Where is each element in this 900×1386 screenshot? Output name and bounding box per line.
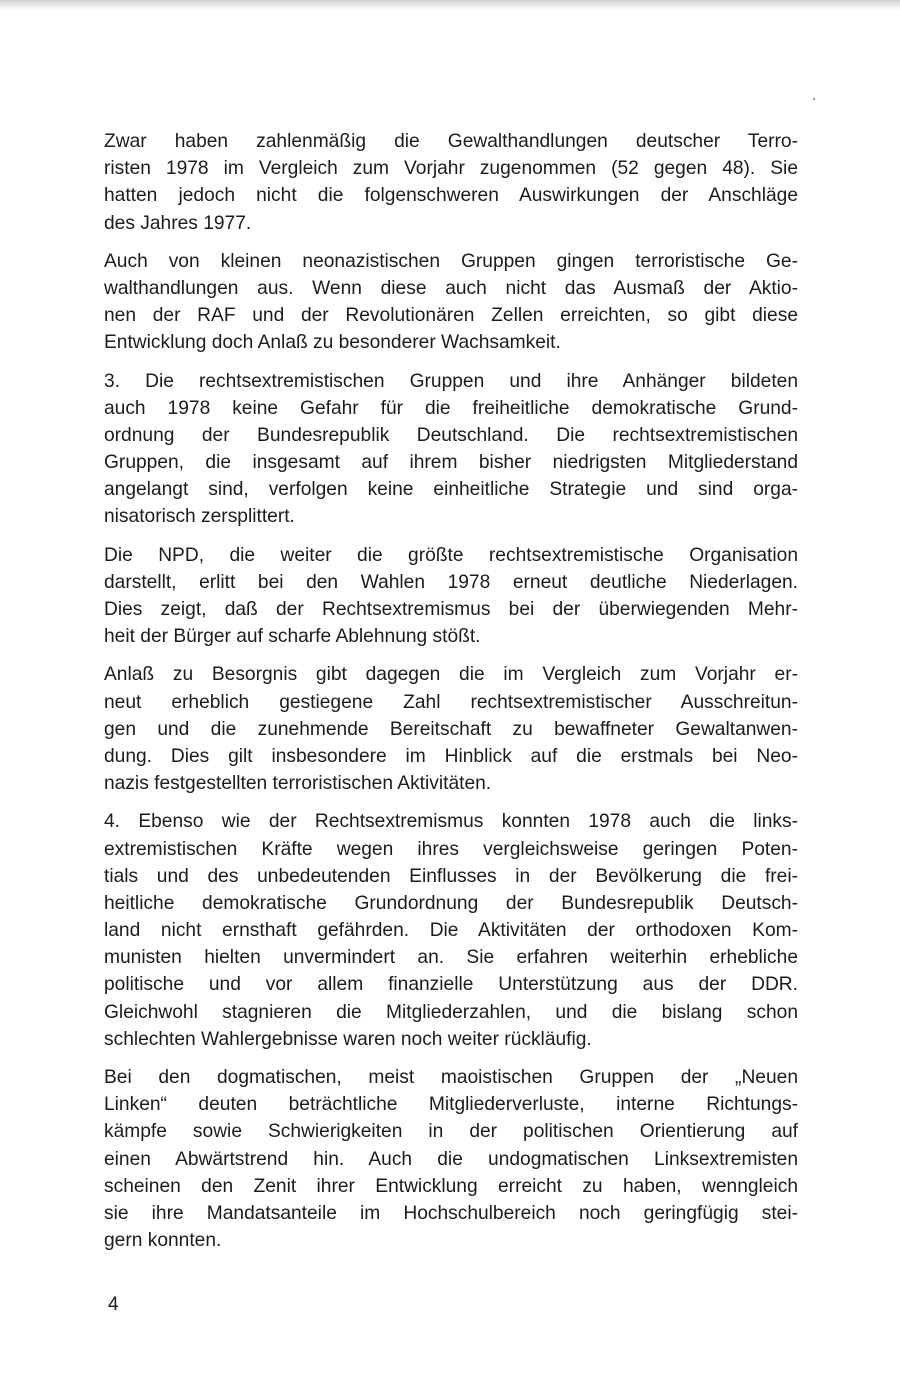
text-line: angelangt sind, verfolgen keine einheitliche Strategie und sind orga- (104, 479, 798, 501)
text-line: scheinen den Zenit ihrer Entwicklung erreicht zu haben, wenngleich (104, 1175, 798, 1197)
text-line: ordnung der Bundesrepublik Deutschland. Die rechtsextremistischen (104, 424, 798, 446)
text-line: Gruppen, die insgesamt auf ihrem bisher niedrigsten Mitgliederstand (104, 452, 798, 474)
text-line: walthandlungen aus. Wenn diese auch nicht das Ausmaß der Aktio- (104, 277, 798, 299)
text-line: Die NPD, die weiter die größte rechtsextremistische Organisation (104, 544, 798, 566)
text-line: dung. Dies gilt insbesondere im Hinblick auf die erstmals bei Neo- (104, 745, 798, 767)
text-line: 3. Die rechtsextremistischen Gruppen und ihre Anhänger bildeten (104, 370, 798, 392)
text-line: gern konnten. (104, 1230, 222, 1252)
text-line: des Jahres 1977. (104, 212, 252, 234)
text-line: kämpfe sowie Schwierigkeiten in der politischen Orientierung auf (104, 1121, 798, 1143)
paragraph-3 (104, 368, 798, 531)
text-line: Auch von kleinen neonazistischen Gruppen gingen terroristische Ge- (104, 250, 798, 272)
text-line: nisatorisch zersplittert. (104, 506, 295, 528)
text-line: tials und des unbedeutenden Einflusses in der Bevölkerung die frei- (104, 865, 798, 887)
text-line: Gleichwohl stagnieren die Mitgliederzahlen, und die bislang schon (104, 1001, 798, 1023)
paragraph-1 (104, 128, 798, 237)
paragraph-5 (104, 661, 798, 797)
text-line: Zwar haben zahlenmäßig die Gewalthandlungen deutscher Terro- (104, 131, 798, 152)
paragraph-7 (104, 1064, 798, 1254)
text-line: auch 1978 keine Gefahr für die freiheitliche demokratische Grund- (104, 397, 798, 419)
text-line: Bei den dogmatischen, meist maoistischen Gruppen der „Neuen (104, 1067, 798, 1088)
paragraph-4 (104, 542, 798, 651)
scan-speck (813, 98, 815, 100)
text-line: nen der RAF und der Revolutionären Zellen erreichten, so gibt diese (104, 305, 798, 327)
scan-top-edge (0, 0, 900, 10)
text-line: land nicht ernsthaft gefährden. Die Aktivitäten der orthodoxen Kom- (104, 920, 798, 942)
text-line: hatten jedoch nicht die folgenschweren Auswirkungen der Anschläge (104, 185, 798, 207)
paragraph-6 (104, 808, 798, 1053)
page-body (104, 128, 798, 1265)
text-line: risten 1978 im Vergleich zum Vorjahr zugenommen (52 gegen 48). Sie (104, 158, 798, 180)
text-line: Anlaß zu Besorgnis gibt dagegen die im Vergleich zum Vorjahr er- (104, 664, 798, 686)
text-line: heitliche demokratische Grundordnung der Bundesrepublik Deutsch- (104, 892, 798, 914)
paragraph-2 (104, 248, 798, 357)
text-line: einen Abwärtstrend hin. Auch die undogmatischen Linksextremisten (104, 1148, 798, 1170)
text-line: neut erheblich gestiegene Zahl rechtsextremistischer Ausschreitun- (104, 691, 798, 713)
text-line: darstellt, erlitt bei den Wahlen 1978 erneut deutliche Niederlagen. (104, 571, 798, 593)
text-line: heit der Bürger auf scharfe Ablehnung stößt. (104, 626, 481, 648)
text-line: sie ihre Mandatsanteile im Hochschulbereich noch geringfügig stei- (104, 1202, 798, 1224)
text-line: munisten hielten unvermindert an. Sie erfahren weiterhin erhebliche (104, 947, 798, 969)
text-line: schlechten Wahlergebnisse waren noch weiter rückläufig. (104, 1028, 592, 1050)
text-line: 4. Ebenso wie der Rechtsextremismus konnten 1978 auch die links- (104, 811, 798, 833)
page-number: 4 (108, 1294, 119, 1315)
text-line: Entwicklung doch Anlaß zu besonderer Wachsamkeit. (104, 332, 561, 354)
text-line: nazis festgestellten terroristischen Aktivitäten. (104, 773, 492, 795)
text-line: Linken“ deuten beträchtliche Mitgliederverluste, interne Richtungs- (104, 1094, 798, 1116)
text-line: politische und vor allem finanzielle Unterstützung aus der DDR. (104, 974, 798, 996)
text-line: Dies zeigt, daß der Rechtsextremismus bei der überwiegenden Mehr- (104, 599, 798, 620)
text-line: gen und die zunehmende Bereitschaft zu bewaffneter Gewaltanwen- (104, 718, 798, 740)
text-line: extremistischen Kräfte wegen ihres vergleichsweise geringen Poten- (104, 838, 798, 860)
